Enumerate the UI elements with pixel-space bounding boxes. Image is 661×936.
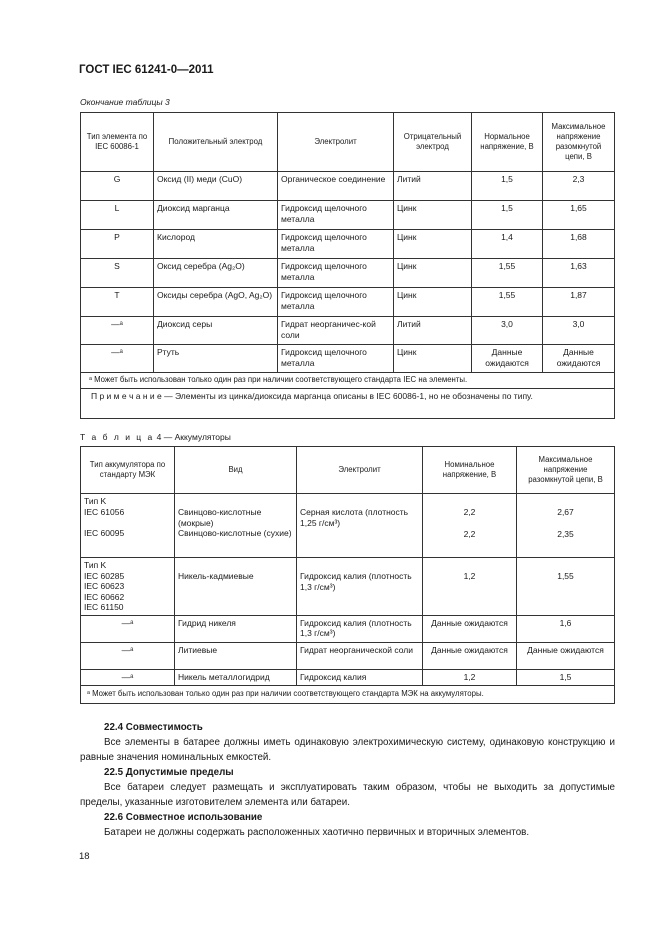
table4-header-row <box>81 447 615 494</box>
table-cell <box>81 494 175 558</box>
table-row <box>81 615 615 642</box>
table4-header-cell: Максимальное напряжение разомкнутой цепи, В <box>517 447 615 494</box>
table-row <box>81 201 615 230</box>
table-cell: 1,55 <box>472 288 543 317</box>
battery-standard: IEC 60095 <box>84 528 125 538</box>
table-cell: Гидроксид щелочного металла <box>278 201 394 230</box>
table-cell: Данные ожидаются <box>423 642 517 669</box>
table-row <box>81 558 615 616</box>
table-cell: Цинк <box>394 345 472 373</box>
table-cell: Гидроксид калия (плотность 1,3 г/см³) <box>297 615 423 642</box>
table-cell: Оксид (II) меди (CuO) <box>154 172 278 201</box>
table-cell: Оксиды серебра (AgO, Ag₂O) <box>154 288 278 317</box>
table3-footnote: ᵃ Может быть использован только один раз при наличии соответствующего стандарта IEC на элементы. <box>81 373 615 389</box>
table-cell: 1,2 <box>423 669 517 685</box>
table-cell: Кислород <box>154 230 278 259</box>
table-cell <box>423 558 517 616</box>
table-cell <box>423 494 517 558</box>
table-row <box>81 317 615 345</box>
table-cell: Гидрид никеля <box>175 615 297 642</box>
table-cell: L <box>81 201 154 230</box>
table-cell: 1,6 <box>517 615 615 642</box>
table4-caption <box>80 432 231 442</box>
section-text: Все батареи следует размещать и эксплуатировать таким образом, чтобы не выходить за допустимые пределы, указанные изготовителем элемента или батареи. <box>80 782 615 808</box>
table-cell: 3,0 <box>543 317 615 345</box>
table-row <box>81 345 615 373</box>
table4-header-cell: Номинальное напряжение, В <box>423 447 517 494</box>
battery-standard: IEC 61150 <box>84 602 124 612</box>
table3-header-cell: Нормальное напряжение, В <box>472 113 543 172</box>
battery-standard: IEC 60623 <box>84 581 125 591</box>
table4-header-cell: Вид <box>175 447 297 494</box>
battery-standard: IEC 60285 <box>84 570 125 581</box>
table-cell: Органическое соединение <box>278 172 394 201</box>
table-cell <box>297 558 423 616</box>
table-cell: Оксид серебра (Ag₂O) <box>154 259 278 288</box>
table-cell: S <box>81 259 154 288</box>
max-voltage: 1,55 <box>557 571 574 581</box>
table3-header-cell: Положительный электрод <box>154 113 278 172</box>
table-cell: 1,55 <box>472 259 543 288</box>
table-cell: Цинк <box>394 288 472 317</box>
table-cell: 1,68 <box>543 230 615 259</box>
nominal-voltage: 2,2 <box>463 528 476 539</box>
table4-caption-text: 4 — Аккумуляторы <box>156 432 231 442</box>
sections <box>80 720 615 840</box>
battery-standard: IEC 60662 <box>84 591 125 602</box>
table-cell: Диоксид марганца <box>154 201 278 230</box>
nominal-voltage: 2,2 <box>463 507 476 517</box>
table-cell <box>517 494 615 558</box>
max-voltage: 2,35 <box>557 528 574 539</box>
table3-header-row <box>81 113 615 172</box>
table3-header-cell: Максимальное напряжение разомкнутой цепи, В <box>543 113 615 172</box>
note-label: П р и м е ч а н и е <box>91 391 162 401</box>
table3 <box>80 112 615 419</box>
electrolyte: Гидроксид калия (плотность 1,3 г/см³) <box>300 571 412 592</box>
table-cell: Ртуть <box>154 345 278 373</box>
note-text: — Элементы из цинка/диоксида марганца описаны в IEC 60086-1, но не обозначены по типу. <box>161 391 533 401</box>
section-text: Батареи не должны содержать расположенных хаотично первичных и вторичных элементов. <box>104 827 530 838</box>
table-cell: Цинк <box>394 259 472 288</box>
battery-kind: Свинцово-кислотные (сухие) <box>178 528 292 538</box>
table-cell: 2,3 <box>543 172 615 201</box>
table-cell: —ᵃ <box>81 345 154 373</box>
table-cell: 1,65 <box>543 201 615 230</box>
table-cell: Гидроксид щелочного металла <box>278 259 394 288</box>
table-cell: Литий <box>394 172 472 201</box>
table-cell <box>297 494 423 558</box>
page-number: 18 <box>79 851 90 862</box>
table-cell: Данные ожидаются <box>543 345 615 373</box>
table-cell <box>517 558 615 616</box>
table-cell: Гидроксид щелочного металла <box>278 230 394 259</box>
table4-footnote-row <box>81 685 615 703</box>
table-row <box>81 494 615 558</box>
table-cell: Никель металлогидрид <box>175 669 297 685</box>
table-row <box>81 642 615 669</box>
table-row <box>81 230 615 259</box>
battery-type: Тип K <box>84 560 107 570</box>
table3-note-row <box>81 389 615 419</box>
table-cell: 1,4 <box>472 230 543 259</box>
table-cell: Гидрат неорганической соли <box>297 642 423 669</box>
table-cell: 1,87 <box>543 288 615 317</box>
table3-note <box>81 389 615 419</box>
table3-caption: Окончание таблицы 3 <box>80 97 170 107</box>
section-text: Все элементы в батарее должны иметь одинаковую электрохимическую систему, одинаковую конструкцию и равные значения номинальных емкостей. <box>80 737 615 763</box>
table-cell: P <box>81 230 154 259</box>
battery-kind: Никель-кадмиевые <box>178 571 254 581</box>
table-row <box>81 172 615 201</box>
table-cell: Гидрат неорганичес-кой соли <box>278 317 394 345</box>
table-cell: Литий <box>394 317 472 345</box>
table4-caption-label: Т а б л и ц а <box>80 432 155 442</box>
section-heading: 22.4 Совместимость <box>104 722 203 733</box>
table-cell <box>81 558 175 616</box>
electrolyte: Серная кислота (плотность 1,25 г/см³) <box>300 507 409 528</box>
table-cell: G <box>81 172 154 201</box>
table-cell: 1,5 <box>517 669 615 685</box>
table-row <box>81 669 615 685</box>
battery-type: Тип K <box>84 496 107 506</box>
table4-header-cell: Электролит <box>297 447 423 494</box>
table3-footnote-row <box>81 373 615 389</box>
nominal-voltage: 1,2 <box>463 571 476 581</box>
table-cell: Диоксид серы <box>154 317 278 345</box>
table-cell: —ᵃ <box>81 669 175 685</box>
table-cell: Литиевые <box>175 642 297 669</box>
table-cell <box>175 494 297 558</box>
table-cell: 3,0 <box>472 317 543 345</box>
table-cell <box>175 558 297 616</box>
table-row <box>81 288 615 317</box>
table-cell: —ᵃ <box>81 642 175 669</box>
table-cell: —ᵃ <box>81 317 154 345</box>
max-voltage: 2,67 <box>557 507 574 517</box>
table-cell: —ᵃ <box>81 615 175 642</box>
table-cell: 1,5 <box>472 172 543 201</box>
table-cell: Данные ожидаются <box>472 345 543 373</box>
table-row <box>81 259 615 288</box>
table-cell: T <box>81 288 154 317</box>
table-cell: Данные ожидаются <box>423 615 517 642</box>
table-cell: 1,63 <box>543 259 615 288</box>
section-heading: 22.6 Совместное использование <box>104 812 263 823</box>
table3-header-cell: Электролит <box>278 113 394 172</box>
table4-header-cell: Тип аккумулятора по стандарту МЭК <box>81 447 175 494</box>
table-cell: Гидроксид щелочного металла <box>278 345 394 373</box>
table3-header-cell: Тип элемента по IEC 60086-1 <box>81 113 154 172</box>
battery-standard: IEC 61056 <box>84 506 125 517</box>
table-cell: 1,5 <box>472 201 543 230</box>
table3-header-cell: Отрицательный электрод <box>394 113 472 172</box>
document-header: ГОСТ IEC 61241-0—2011 <box>79 64 214 76</box>
table4 <box>80 446 615 704</box>
battery-kind: Свинцово-кислотные (мокрые) <box>178 507 262 528</box>
table-cell: Цинк <box>394 201 472 230</box>
section-heading: 22.5 Допустимые пределы <box>104 767 234 778</box>
table-cell: Данные ожидаются <box>517 642 615 669</box>
table-cell: Гидроксид калия <box>297 669 423 685</box>
table-cell: Цинк <box>394 230 472 259</box>
table4-footnote: ᵃ Может быть использован только один раз при наличии соответствующего стандарта МЭК на аккумуляторы. <box>81 685 615 703</box>
table-cell: Гидроксид щелочного металла <box>278 288 394 317</box>
